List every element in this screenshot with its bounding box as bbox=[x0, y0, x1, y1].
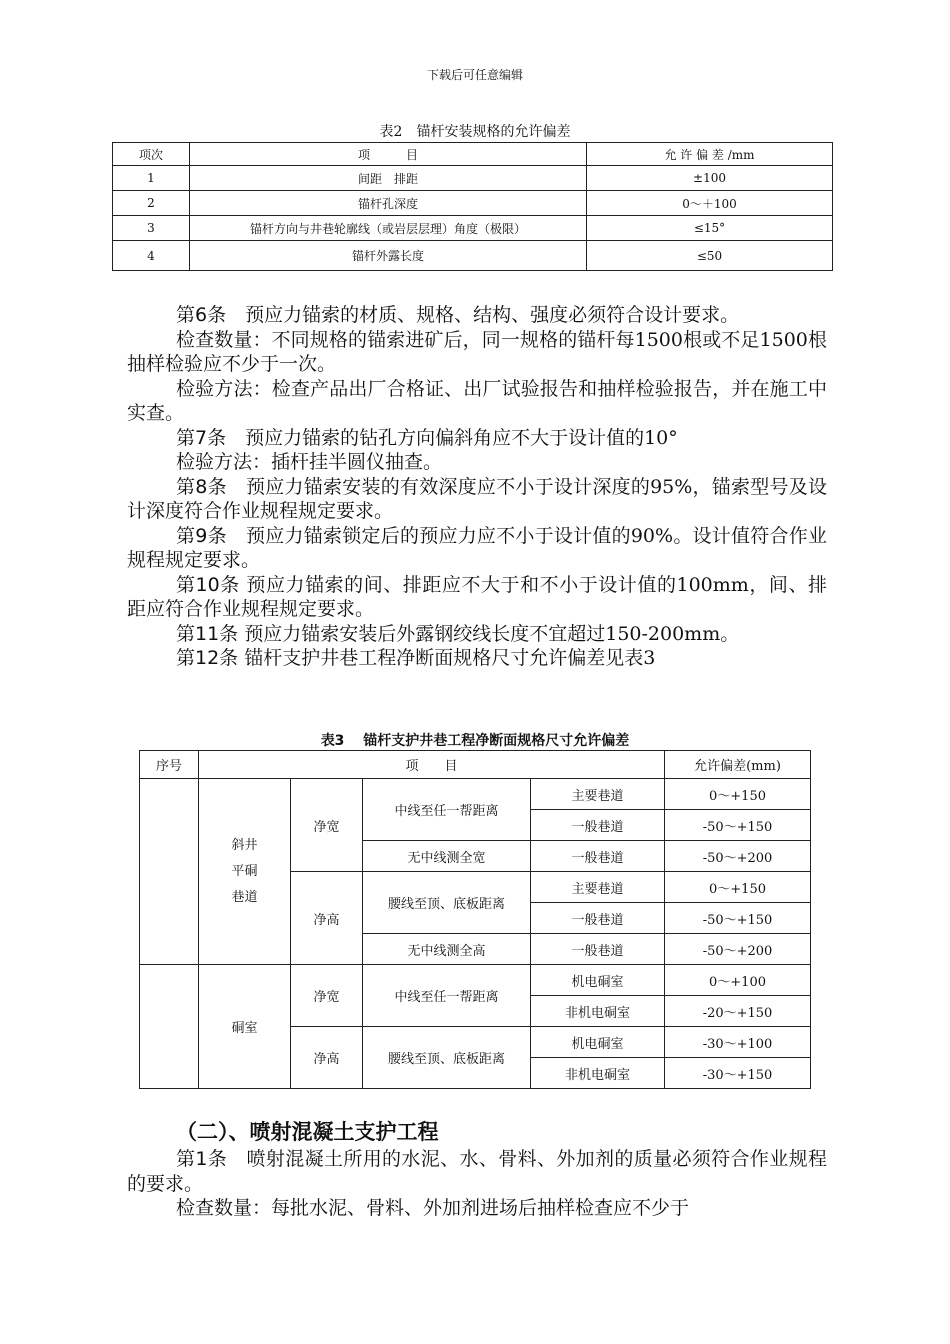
table-cell: 0～+150 bbox=[665, 779, 811, 810]
table-header-row bbox=[113, 143, 833, 166]
table3 bbox=[139, 750, 811, 1089]
paragraph-text: 锚杆支护井巷工程净断面规格尺寸允许偏差见表3 bbox=[238, 647, 656, 669]
table-cell: 净高 bbox=[291, 1027, 363, 1089]
clause-label: 第7条 bbox=[176, 426, 227, 449]
table-cell: -30～+100 bbox=[665, 1027, 811, 1058]
column-header: 项 目 bbox=[190, 143, 587, 166]
table-cell bbox=[140, 779, 199, 965]
table-cell: 1 bbox=[113, 166, 190, 191]
paragraph bbox=[127, 328, 827, 377]
paragraph bbox=[127, 426, 827, 451]
table-row bbox=[113, 191, 833, 216]
table-cell: 主要巷道 bbox=[531, 779, 665, 810]
page-header: 下载后可任意编辑 bbox=[426, 68, 523, 82]
table-cell: 非机电硐室 bbox=[531, 996, 665, 1027]
table-cell: 净宽 bbox=[291, 779, 363, 872]
table-cell: 0～＋100 bbox=[587, 191, 833, 216]
table-cell: 2 bbox=[113, 191, 190, 216]
paragraph bbox=[127, 1196, 827, 1221]
table-cell: 0～+100 bbox=[665, 965, 811, 996]
clause-label: 第12条 bbox=[176, 647, 239, 669]
table-cell: 净高 bbox=[291, 872, 363, 965]
column-header: 项 目 bbox=[199, 751, 665, 779]
clause-label: 第11条 bbox=[176, 622, 239, 645]
table-cell: -50～+150 bbox=[665, 810, 811, 841]
paragraph bbox=[127, 303, 827, 328]
table-cell: ±100 bbox=[587, 166, 833, 191]
table-cell: 无中线测全高 bbox=[363, 934, 531, 965]
table-cell: 锚杆孔深度 bbox=[190, 191, 587, 216]
paragraph-text: 预应力锚索的材质、规格、结构、强度必须符合设计要求。 bbox=[226, 304, 740, 326]
table2-caption: 表2 锚杆安装规格的允许偏差 bbox=[379, 124, 571, 140]
table-cell: 锚杆外露长度 bbox=[190, 241, 587, 271]
clause-label: 第1条 bbox=[176, 1148, 228, 1170]
table-cell: 机电硐室 bbox=[531, 965, 665, 996]
table-cell: 非机电硐室 bbox=[531, 1058, 665, 1089]
column-header: 允许偏差(mm) bbox=[665, 751, 811, 779]
table-cell: -20～+150 bbox=[665, 996, 811, 1027]
column-header: 允 许 偏 差 /mm bbox=[587, 143, 833, 166]
paragraph-text: 预应力锚索安装的有效深度应不小于设计深度的95%，锚索型号及设计深度符合作业规程规定要求。 bbox=[127, 475, 827, 522]
table-cell: 一般巷道 bbox=[531, 903, 665, 934]
body-text-block-1 bbox=[127, 303, 827, 671]
paragraph-text: 检验方法：插杆挂半圆仪抽查。 bbox=[176, 451, 443, 473]
body-text-block-2 bbox=[127, 1117, 827, 1221]
group-cell: 斜井 平硐 巷道 bbox=[199, 779, 291, 965]
table-row bbox=[113, 241, 833, 271]
paragraph bbox=[127, 475, 827, 524]
clause-label: 第9条 bbox=[176, 524, 227, 547]
table-row bbox=[140, 779, 811, 810]
table-cell: 锚杆方向与井巷轮廓线（或岩层层理）角度（极限） bbox=[190, 216, 587, 241]
table-cell: ≤50 bbox=[587, 241, 833, 271]
table2 bbox=[112, 142, 833, 271]
paragraph bbox=[127, 573, 827, 622]
paragraph-text: 预应力锚索的间、排距应不大于和不小于设计值的100mm，间、排距应符合作业规程规定要求。 bbox=[127, 573, 827, 620]
table-cell: 4 bbox=[113, 241, 190, 271]
table-cell: 中线至任一帮距离 bbox=[363, 779, 531, 841]
table-cell: -30～+150 bbox=[665, 1058, 811, 1089]
table-cell: 中线至任一帮距离 bbox=[363, 965, 531, 1027]
paragraph bbox=[127, 450, 827, 475]
paragraph bbox=[127, 646, 827, 671]
paragraph bbox=[127, 622, 827, 647]
table-cell: 一般巷道 bbox=[531, 934, 665, 965]
table-row bbox=[140, 965, 811, 996]
table-cell: 腰线至顶、底板距离 bbox=[363, 1027, 531, 1089]
table-cell: 3 bbox=[113, 216, 190, 241]
table-row bbox=[113, 216, 833, 241]
paragraph-text: 预应力锚索锁定后的预应力应不小于设计值的90%。设计值符合作业规程规定要求。 bbox=[127, 524, 827, 571]
table3-caption: 表3 锚杆支护井巷工程净断面规格尺寸允许偏差 bbox=[320, 733, 630, 749]
paragraph-text: 预应力锚索安装后外露钢绞线长度不宜超过150-200mm。 bbox=[238, 622, 740, 645]
table-cell: -50～+200 bbox=[665, 841, 811, 872]
table-cell: 主要巷道 bbox=[531, 872, 665, 903]
table-cell: 净宽 bbox=[291, 965, 363, 1027]
column-header: 序号 bbox=[140, 751, 199, 779]
table-cell: 无中线测全宽 bbox=[363, 841, 531, 872]
section-title: （二）、喷射混凝土支护工程 bbox=[176, 1120, 439, 1144]
group-cell: 硐室 bbox=[199, 965, 291, 1089]
table-cell: 0～+150 bbox=[665, 872, 811, 903]
paragraph-text: 检验方法：检查产品出厂合格证、出厂试验报告和抽样检验报告，并在施工中实查。 bbox=[127, 377, 827, 424]
table-cell: 间距 排距 bbox=[190, 166, 587, 191]
clause-label: 第6条 bbox=[176, 304, 227, 326]
table-cell bbox=[140, 965, 199, 1089]
clause-label: 第10条 bbox=[176, 573, 240, 596]
clause-label: 第8条 bbox=[176, 475, 227, 498]
paragraph bbox=[127, 1147, 827, 1196]
paragraph bbox=[127, 377, 827, 426]
table-cell: -50～+150 bbox=[665, 903, 811, 934]
table-cell: 一般巷道 bbox=[531, 841, 665, 872]
paragraph-text: 喷射混凝土所用的水泥、水、骨料、外加剂的质量必须符合作业规程的要求。 bbox=[127, 1148, 827, 1195]
table-cell: -50～+200 bbox=[665, 934, 811, 965]
paragraph bbox=[127, 524, 827, 573]
table-cell: 机电硐室 bbox=[531, 1027, 665, 1058]
paragraph-text: 检查数量：不同规格的锚索进矿后，同一规格的锚杆每1500根或不足1500根抽样检验应不少于一次。 bbox=[127, 328, 827, 375]
column-header: 项次 bbox=[113, 143, 190, 166]
table-cell: 一般巷道 bbox=[531, 810, 665, 841]
table-row bbox=[113, 166, 833, 191]
paragraph-text: 检查数量：每批水泥、骨料、外加剂进场后抽样检查应不少于 bbox=[176, 1197, 690, 1219]
paragraph-text: 预应力锚索的钻孔方向偏斜角应不大于设计值的10° bbox=[226, 426, 678, 449]
table-header-row bbox=[140, 751, 811, 779]
table-cell: ≤15° bbox=[587, 216, 833, 241]
table-cell: 腰线至顶、底板距离 bbox=[363, 872, 531, 934]
